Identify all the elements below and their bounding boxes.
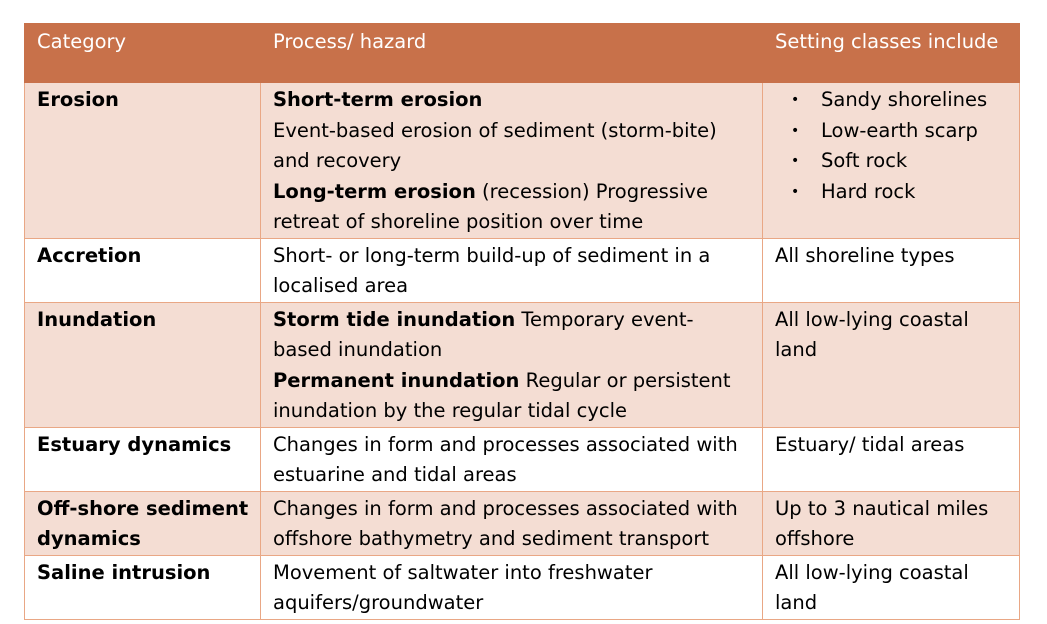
setting-cell: All low-lying coastal land: [763, 302, 1020, 427]
setting-cell: All low-lying coastal land: [763, 555, 1020, 619]
header-setting: Setting classes include: [763, 24, 1020, 83]
process-cell: Movement of saltwater into freshwater aquifers/groundwater: [261, 555, 763, 619]
setting-item-label: Soft rock: [821, 149, 908, 172]
process-term: Permanent inundation: [273, 368, 520, 392]
table-row: [25, 491, 1020, 555]
bullet-icon: •: [791, 92, 800, 108]
category-cell: Inundation: [25, 302, 261, 427]
setting-cell: Estuary/ tidal areas: [763, 427, 1020, 491]
setting-list: [775, 85, 1009, 207]
list-item: [775, 116, 1009, 147]
setting-cell: Up to 3 nautical miles offshore: [763, 491, 1020, 555]
bullet-icon: •: [791, 153, 800, 169]
setting-item-label: Hard rock: [821, 179, 916, 203]
table-row: [25, 427, 1020, 491]
process-description: (recession) Progressive retreat of shoreline position over time: [273, 179, 708, 233]
process-cell: Changes in form and processes associated with estuarine and tidal areas: [261, 427, 763, 491]
list-item: [775, 177, 1009, 208]
header-process: Process/ hazard: [261, 24, 763, 83]
process-description: Regular or persistent inundation by the regular tidal cycle: [273, 368, 731, 422]
table-row: [25, 302, 1020, 427]
coastal-hazards-table: [24, 23, 1020, 620]
table-row: [25, 555, 1020, 619]
category-cell: Erosion: [25, 83, 261, 239]
list-item: [775, 146, 1009, 177]
table-header-row: [25, 24, 1020, 83]
process-cell: [261, 83, 763, 239]
table-row: [25, 83, 1020, 239]
bullet-icon: •: [791, 122, 800, 139]
bullet-icon: •: [791, 183, 800, 200]
setting-item-label: Low-earth scarp: [821, 118, 978, 142]
setting-cell: All shoreline types: [763, 238, 1020, 302]
setting-cell: [763, 83, 1020, 239]
process-term: Storm tide inundation: [273, 307, 516, 331]
process-description: Event-based erosion of sediment (storm-bite) and recovery: [273, 118, 717, 172]
table-row: [25, 238, 1020, 302]
category-cell: Saline intrusion: [25, 555, 261, 619]
category-cell: Estuary dynamics: [25, 427, 261, 491]
category-cell: Off-shore sediment dynamics: [25, 491, 261, 555]
process-paragraph: [273, 85, 752, 177]
process-term: Short-term erosion: [273, 88, 483, 111]
setting-item-label: Sandy shorelines: [821, 88, 988, 111]
process-cell: [261, 302, 763, 427]
process-cell: Short- or long-term build-up of sediment in a localised area: [261, 238, 763, 302]
process-description: Temporary event-based inundation: [273, 307, 694, 361]
header-category: Category: [25, 24, 261, 83]
process-cell: Changes in form and processes associated with offshore bathymetry and sediment transport: [261, 491, 763, 555]
process-paragraph: [273, 305, 752, 366]
process-paragraph: [273, 366, 752, 427]
process-term: Long-term erosion: [273, 179, 476, 203]
list-item: [775, 85, 1009, 116]
process-paragraph: [273, 177, 752, 238]
category-cell: Accretion: [25, 238, 261, 302]
